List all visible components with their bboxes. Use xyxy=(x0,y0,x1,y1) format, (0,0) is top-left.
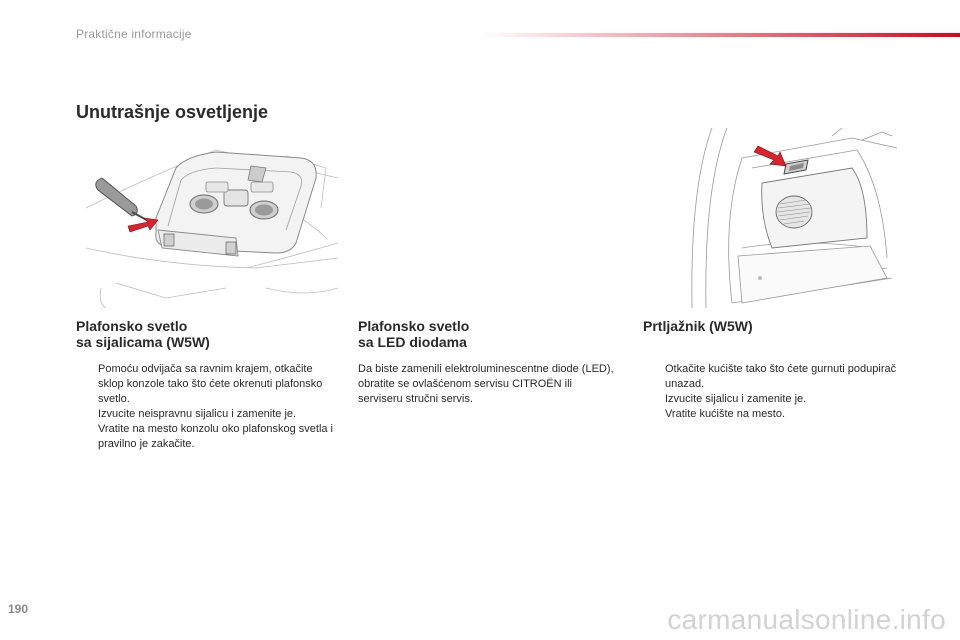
list-item: Vratite na mesto konzolu oko plafonskog svetla i pravilno je zakačite. xyxy=(98,423,334,450)
header-title: Praktične informacije xyxy=(76,27,192,41)
trunk-lamp-title: Prtljažnik (W5W) xyxy=(643,318,753,334)
watermark: carmanualsonline.info xyxy=(667,604,946,635)
ceiling-lamp-bulbs-title: Plafonsko svetlo sa sijalicama (W5W) xyxy=(76,318,210,350)
red-arrow-icon xyxy=(754,146,786,166)
list-item: Izvucite sijalicu i zamenite je. xyxy=(665,393,807,405)
list-item: Pomoću odvijača sa ravnim krajem, otkačite sklop konzole tako što ćete okrenuti plafonsko svetlo. xyxy=(98,363,323,405)
section-title: Unutrašnje osvetljenje xyxy=(76,102,269,122)
list-item: Otkačite kućište tako što ćete gurnuti podupirač unazad. xyxy=(665,363,897,390)
trunk-lamp-steps xyxy=(643,362,903,422)
list-item: Vratite kućište na mesto. xyxy=(665,408,786,420)
ceiling-lamp-led-text: Da biste zamenili elektroluminescentne diode (LED), obratite se ovlašćenom servisu CITROËN ili serviseru stručni servis. xyxy=(358,363,614,405)
header-accent-bar xyxy=(480,33,960,37)
page-number: 190 xyxy=(8,602,29,616)
ceiling-lamp-bulbs-steps xyxy=(76,362,336,452)
trunk-lamp-illustration xyxy=(682,128,906,308)
ceiling-lamp-led-title: Plafonsko svetlo sa LED diodama xyxy=(358,318,470,350)
red-arrow-icon xyxy=(128,218,158,232)
ceiling-lamp-led-section xyxy=(358,318,618,407)
list-item: Izvucite neispravnu sijalicu i zamenite je. xyxy=(98,408,297,420)
trunk-lamp-section xyxy=(643,318,903,422)
ceiling-lamp-illustration xyxy=(86,138,338,308)
ceiling-lamp-bulbs-section xyxy=(76,318,336,452)
